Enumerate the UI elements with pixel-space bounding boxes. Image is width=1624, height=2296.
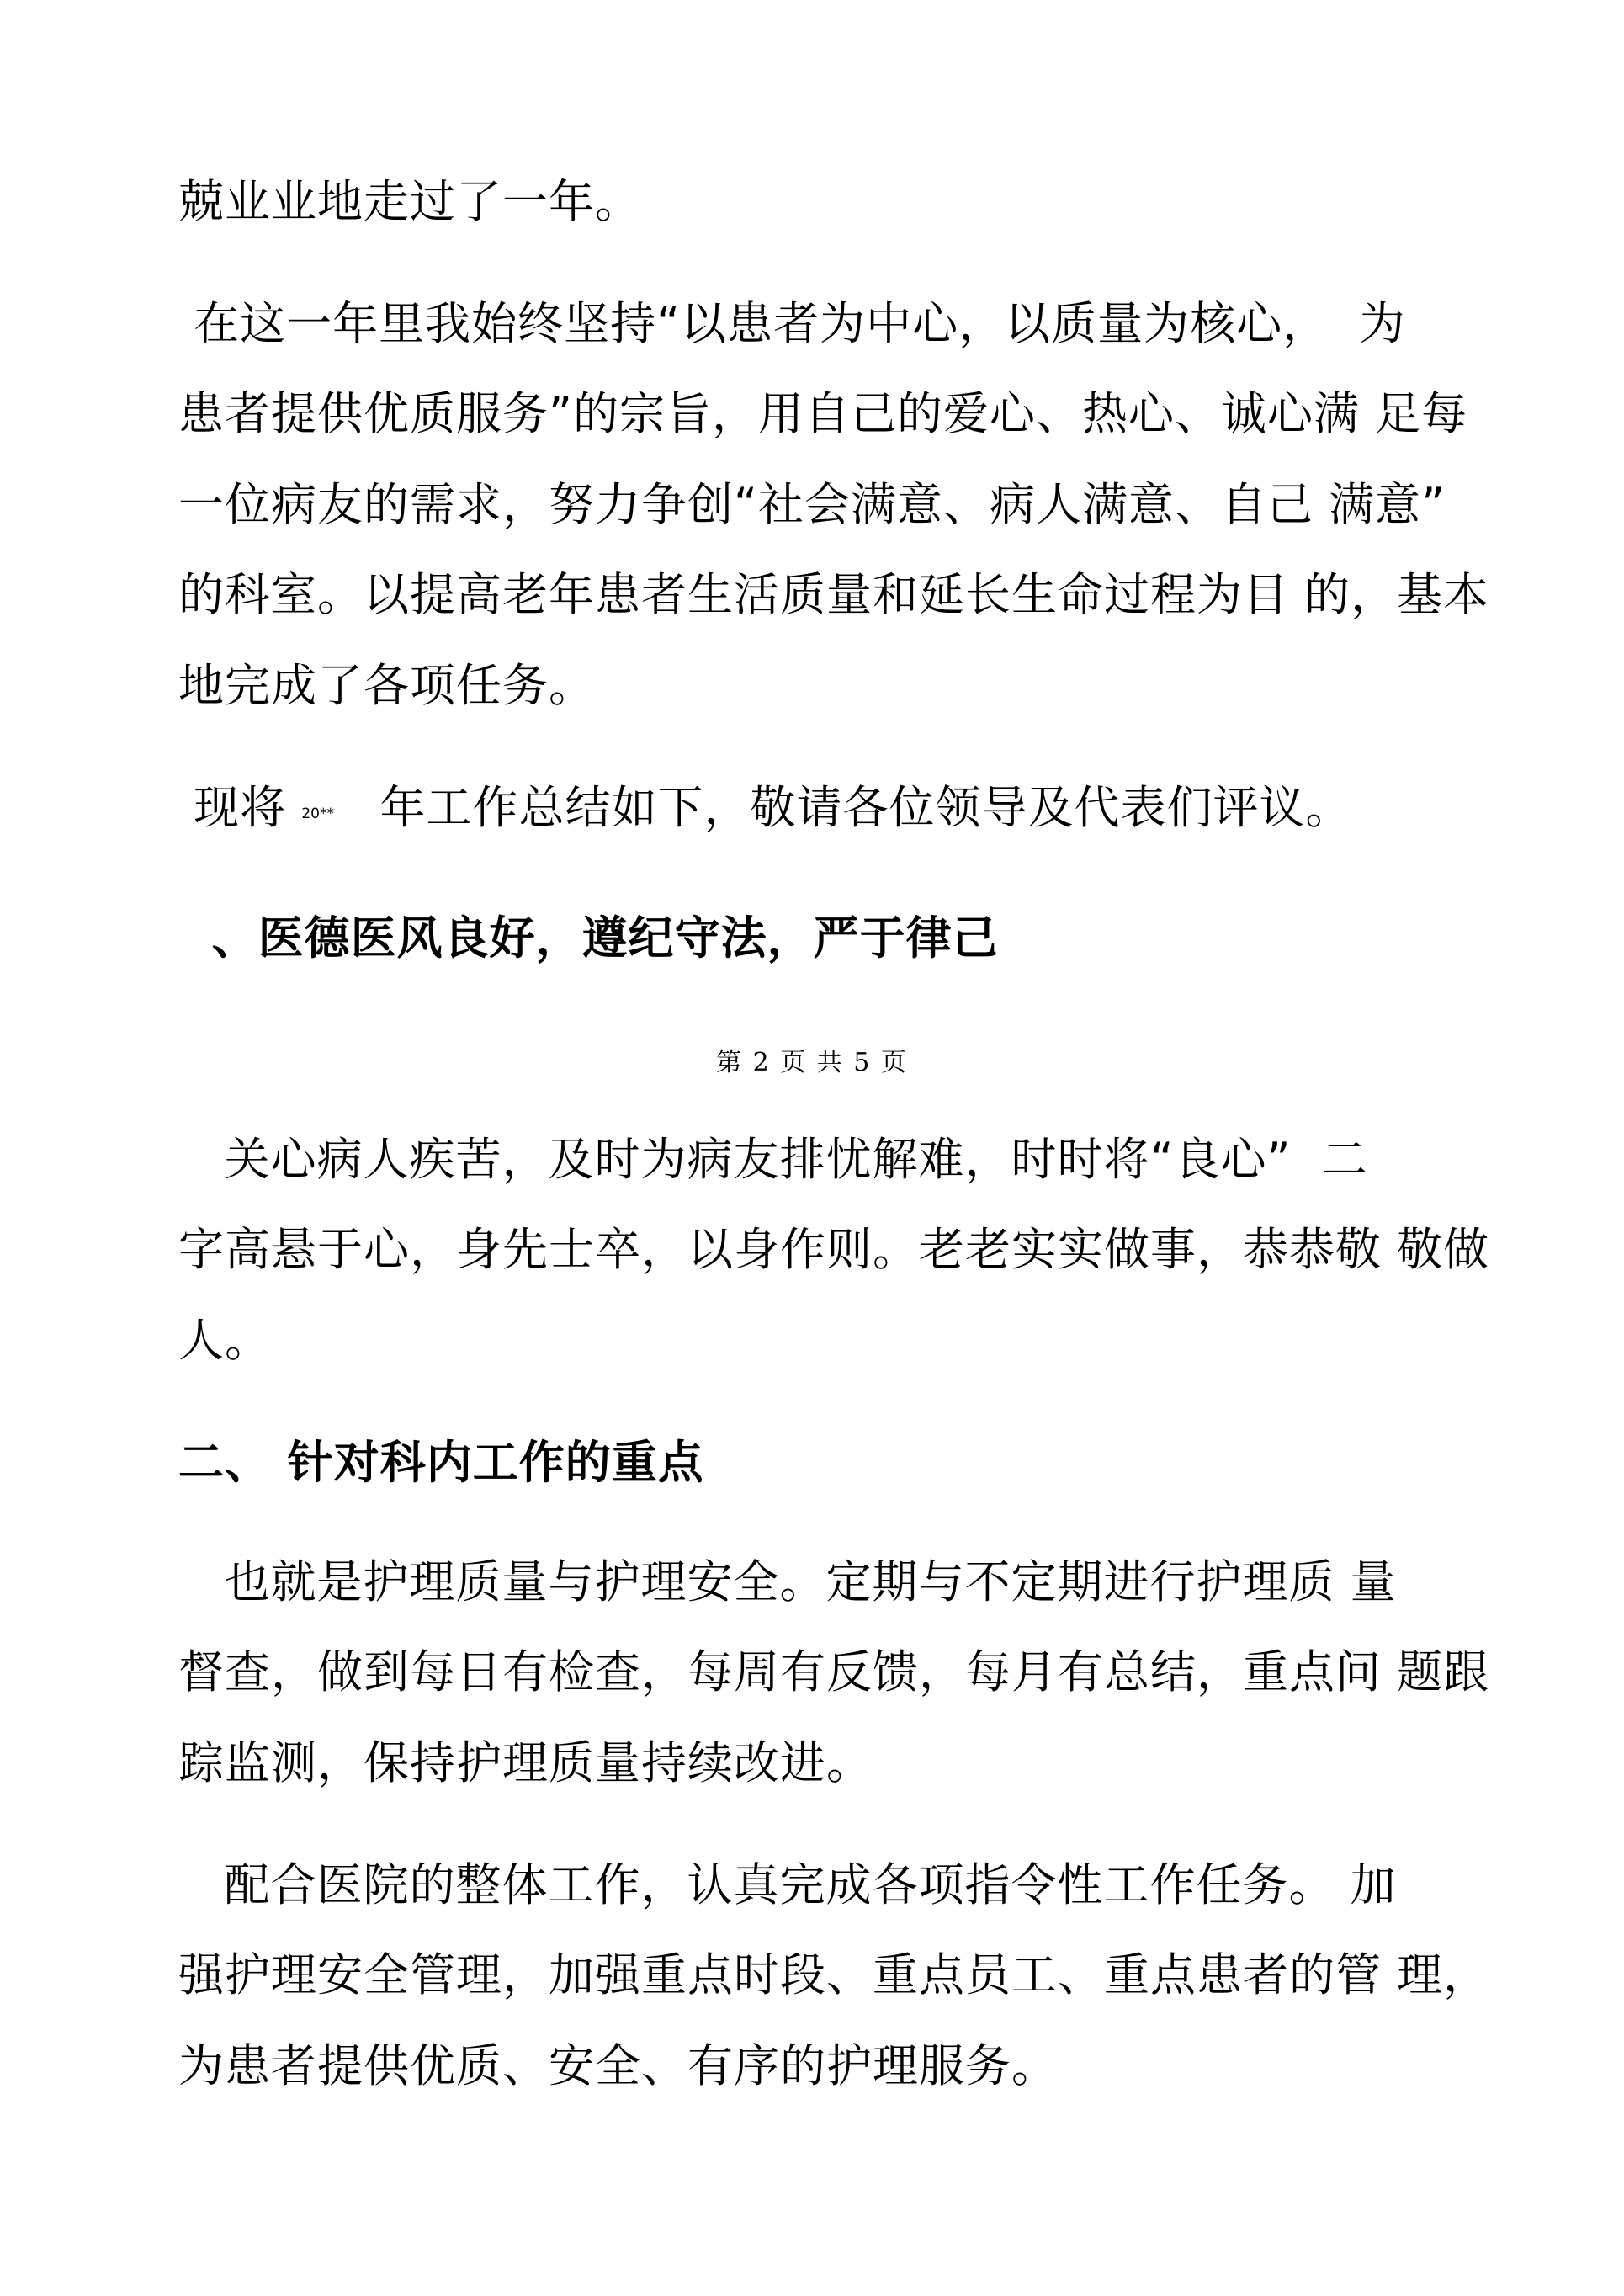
- text-line: 字高悬于心，身先士卒，以身作则。老老实实做事，恭恭敬 敬做: [178, 1223, 1490, 1276]
- text-line: 督查，做到每日有检查，每周有反馈，每月有总结，重点问 题跟: [178, 1645, 1490, 1698]
- section-heading-2: 二、 针对科内工作的重点: [178, 1436, 704, 1489]
- text-line: 兢业业地走过了一年。: [178, 175, 641, 228]
- text-line: 为患者提供优质、安全、有序的护理服务。: [178, 2039, 1058, 2092]
- summary-after: 年工作总结如下，敬请各位领导及代表们评议。: [333, 781, 1352, 834]
- text-line: 在这一年里我始终坚持“以患者为中心，以质量为核心， 为: [178, 297, 1406, 350]
- text-line: 强护理安全管理，加强重点时段、重点员工、重点患者的管 理，: [178, 1948, 1490, 2001]
- summary-before: 现将: [178, 781, 287, 834]
- text-line: 一位病友的需求，努力争创“社会满意、病人满意、自己 满意”: [178, 478, 1446, 531]
- summary-line: [178, 779, 1351, 837]
- text-line: 地完成了各项任务。: [178, 659, 595, 712]
- text-line: 踪监测，保持护理质量持续改进。: [178, 1736, 873, 1789]
- text-line: 患者提供优质服务”的宗旨，用自己的爱心、热心、诚心满 足每: [178, 387, 1468, 440]
- text-line: 配合医院的整体工作，认真完成各项指令性工作任务。 加: [178, 1858, 1397, 1911]
- page-footer: 第 2 页 共 5 页: [716, 1048, 908, 1077]
- text-line: 关心病人疾苦，及时为病友排忧解难，时时将“良心” 二: [178, 1133, 1368, 1186]
- year-placeholder: 20**: [301, 805, 334, 823]
- section-heading-1: 、医德医风良好，遵纪守法，严于律己: [178, 911, 999, 965]
- text-line: 的科室。以提高老年患者生活质量和延长生命过程为目 的，基本: [178, 568, 1490, 621]
- text-line: 人。: [178, 1314, 271, 1367]
- text-line: 也就是护理质量与护理安全。定期与不定期进行护理质 量: [178, 1555, 1397, 1608]
